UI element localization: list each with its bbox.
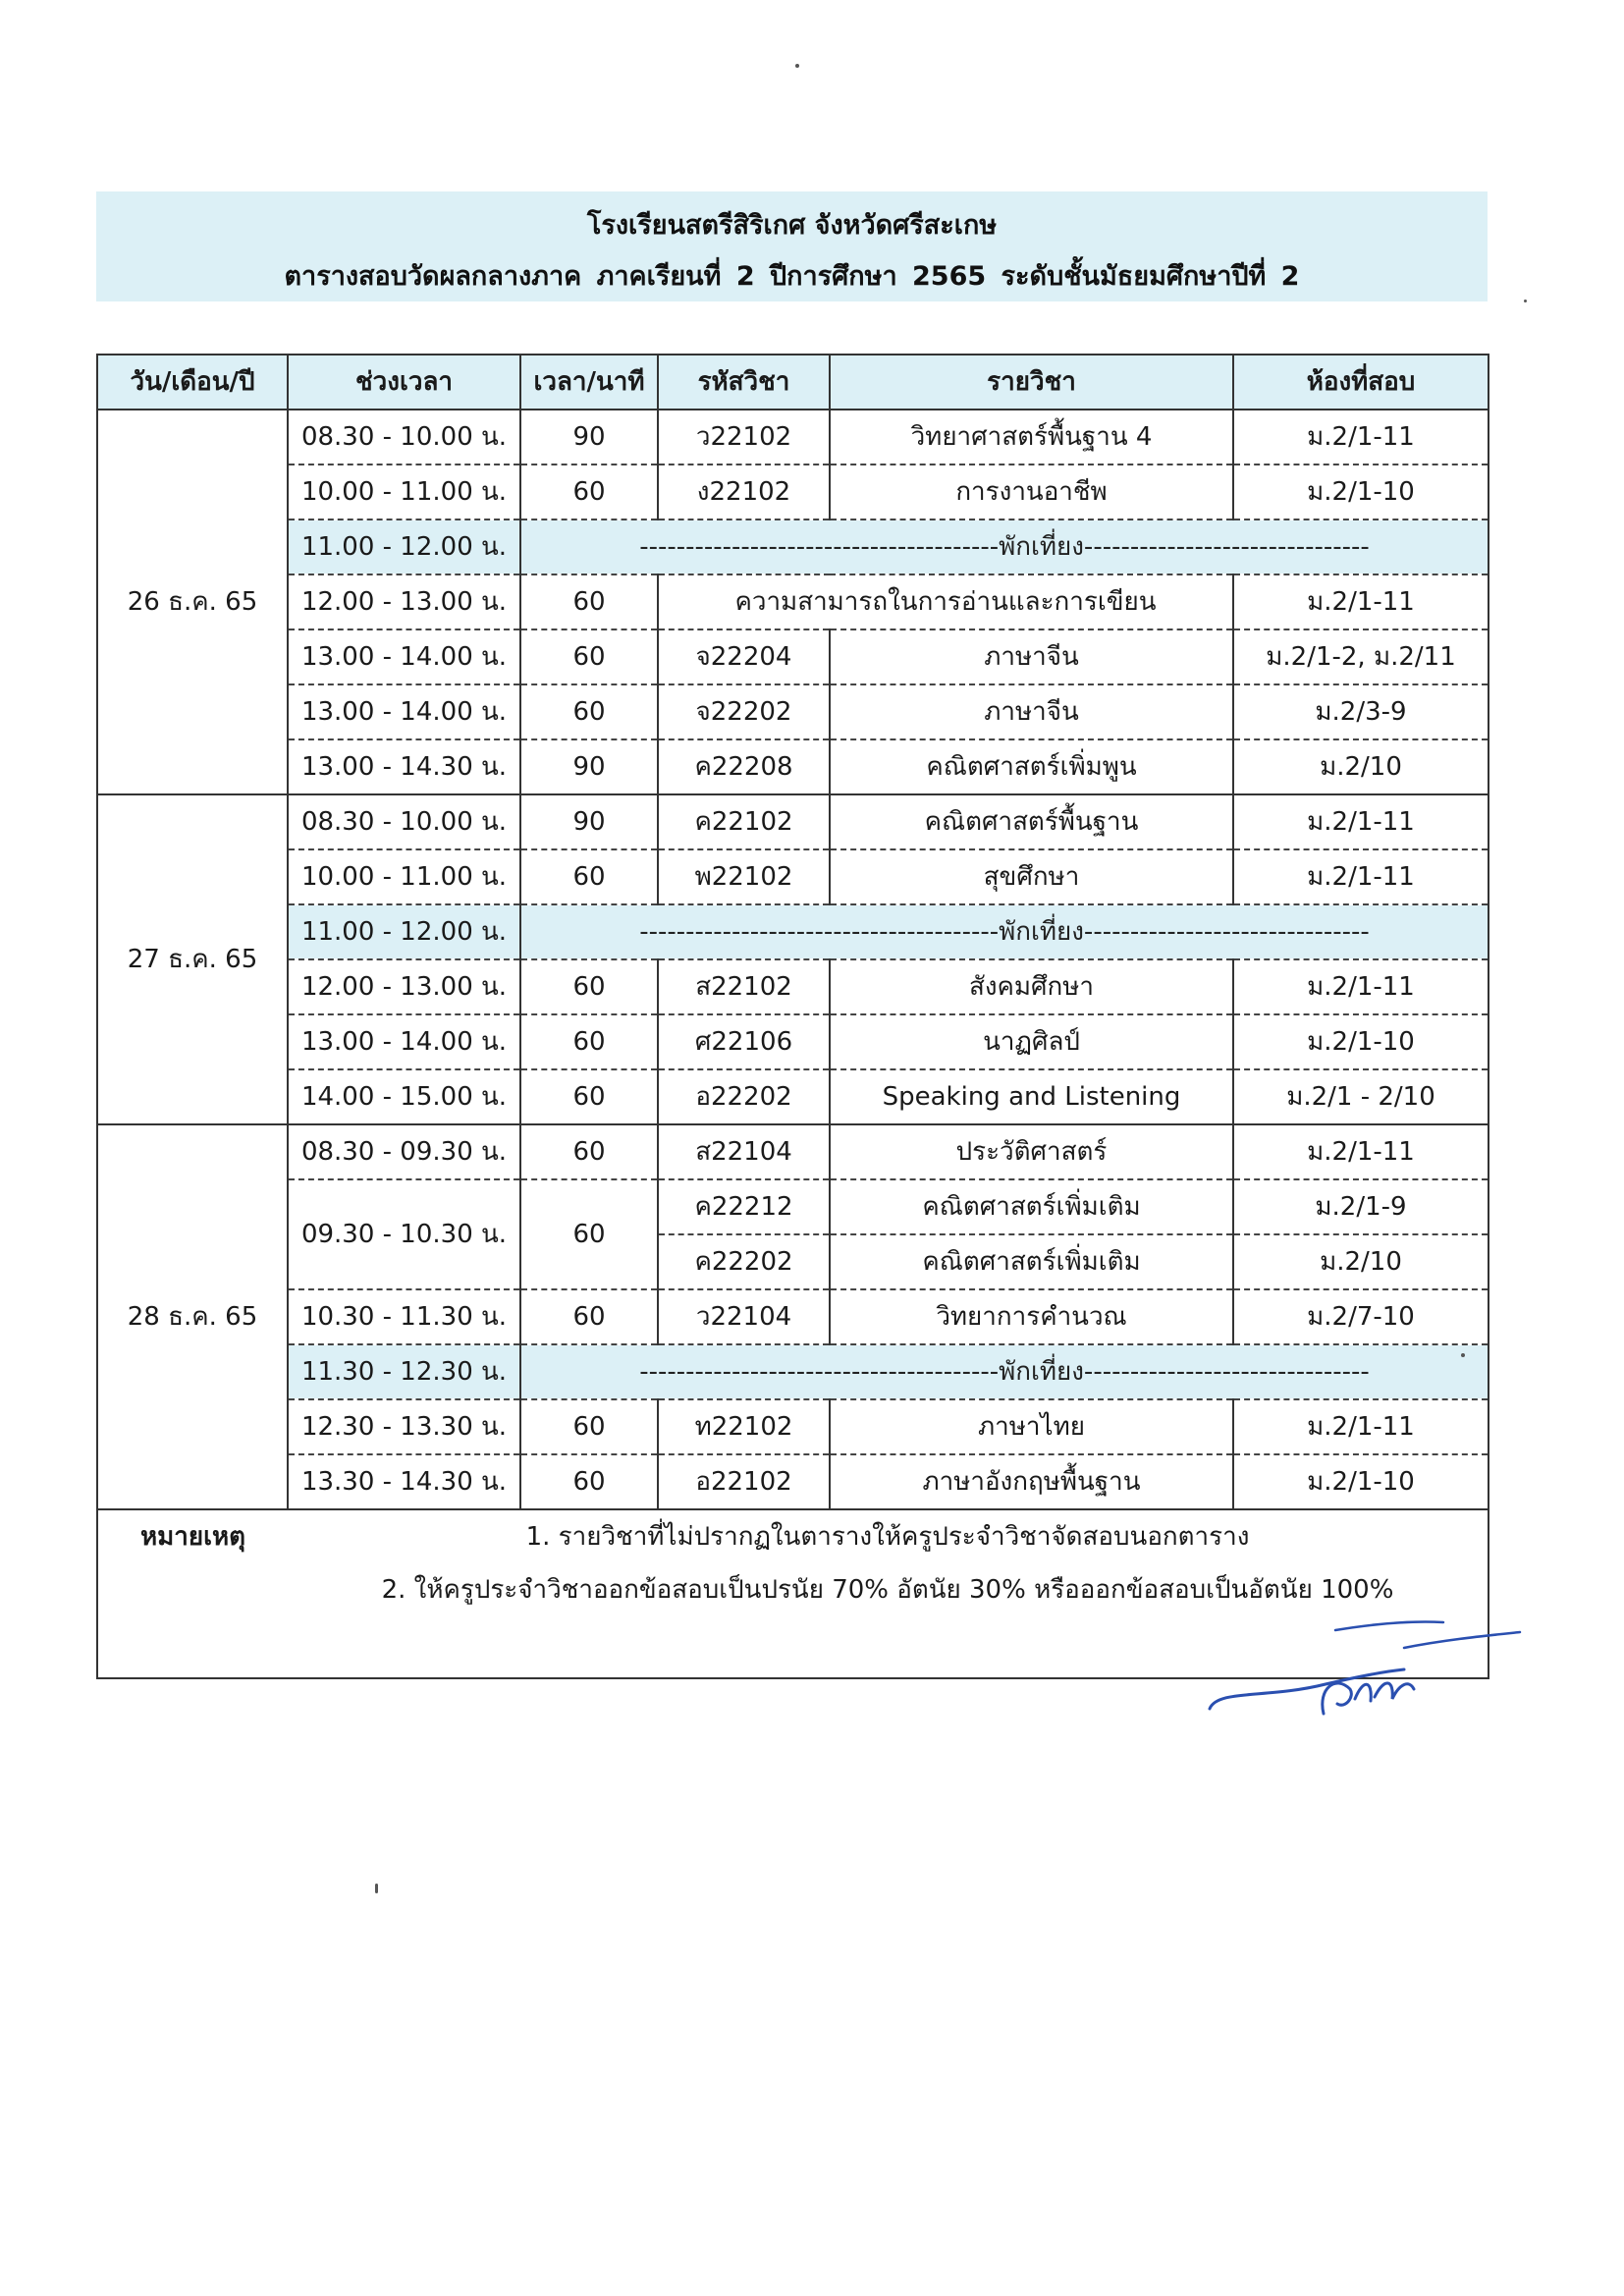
minutes-cell: 90 [520, 739, 658, 794]
code-cell: พ22102 [658, 849, 830, 904]
room-cell: ม.2/10 [1233, 739, 1489, 794]
minutes-cell: 60 [520, 959, 658, 1014]
code-cell: ค22202 [658, 1234, 830, 1289]
minutes-cell: 90 [520, 410, 658, 465]
room-cell: ม.2/1-11 [1233, 410, 1489, 465]
lunch-break-row [97, 1344, 1489, 1399]
table-row [97, 1454, 1489, 1509]
signature-stroke [1335, 1622, 1520, 1648]
signature-image [1208, 1620, 1522, 1748]
header-banner [96, 191, 1488, 301]
room-cell: ม.2/10 [1233, 1234, 1489, 1289]
time-cell: 13.00 - 14.00 น. [288, 1014, 520, 1069]
minutes-cell: 60 [520, 1179, 658, 1289]
col-header-minutes: เวลา/นาที [520, 355, 658, 410]
table-row [97, 739, 1489, 794]
time-cell: 14.00 - 15.00 น. [288, 1069, 520, 1124]
room-cell: ม.2/1-10 [1233, 1454, 1489, 1509]
table-row [97, 410, 1489, 465]
subject-cell: คณิตศาสตร์พื้นฐาน [830, 794, 1233, 849]
time-cell: 09.30 - 10.30 น. [288, 1179, 520, 1289]
time-cell: 08.30 - 09.30 น. [288, 1124, 520, 1179]
code-cell: อ22102 [658, 1454, 830, 1509]
minutes-cell: 60 [520, 465, 658, 519]
subject-cell: ภาษาจีน [830, 684, 1233, 739]
table-row [97, 574, 1489, 629]
minutes-cell: 60 [520, 1014, 658, 1069]
minutes-cell: 60 [520, 1399, 658, 1454]
time-cell: 10.30 - 11.30 น. [288, 1289, 520, 1344]
table-row [97, 684, 1489, 739]
code-cell: ค22212 [658, 1179, 830, 1234]
time-cell: 10.00 - 11.00 น. [288, 849, 520, 904]
scan-speck [795, 64, 799, 68]
room-cell: ม.2/1 - 2/10 [1233, 1069, 1489, 1124]
subject-cell: ความสามารถในการอ่านและการเขียน [658, 574, 1233, 629]
note-item: 1. รายวิชาที่ไม่ปรากฏในตารางให้ครูประจำวิชาจัดสอบนอกตาราง [525, 1522, 1250, 1552]
time-cell: 13.30 - 14.30 น. [288, 1454, 520, 1509]
table-row [97, 1289, 1489, 1344]
time-cell: 11.00 - 12.00 น. [288, 519, 520, 574]
date-cell: 28 ธ.ค. 65 [97, 1124, 288, 1509]
subject-cell: ภาษาอังกฤษพื้นฐาน [830, 1454, 1233, 1509]
code-cell: ค22208 [658, 739, 830, 794]
col-header-room: ห้องที่สอบ [1233, 355, 1489, 410]
code-cell: ว22104 [658, 1289, 830, 1344]
code-cell: ค22102 [658, 794, 830, 849]
time-cell: 12.00 - 13.00 น. [288, 574, 520, 629]
table-header-row [97, 355, 1489, 410]
subject-cell: วิทยาการคำนวณ [830, 1289, 1233, 1344]
time-cell: 13.00 - 14.00 น. [288, 684, 520, 739]
date-cell: 27 ธ.ค. 65 [97, 794, 288, 1124]
code-cell: อ22202 [658, 1069, 830, 1124]
code-cell: ง22102 [658, 465, 830, 519]
minutes-cell: 60 [520, 1124, 658, 1179]
table-row [97, 1069, 1489, 1124]
lunch-break-row [97, 519, 1489, 574]
table-row [97, 1124, 1489, 1179]
room-cell: ม.2/1-11 [1233, 574, 1489, 629]
time-cell: 10.00 - 11.00 น. [288, 465, 520, 519]
room-cell: ม.2/1-11 [1233, 959, 1489, 1014]
table-row [97, 849, 1489, 904]
subject-cell: สุขศึกษา [830, 849, 1233, 904]
code-cell: จ22204 [658, 629, 830, 684]
room-cell: ม.2/1-9 [1233, 1179, 1489, 1234]
subject-cell: วิทยาศาสตร์พื้นฐาน 4 [830, 410, 1233, 465]
lunch-break-label: ---------------------------------------พักเที่ยง------------------------------- [520, 904, 1489, 959]
time-cell: 13.00 - 14.30 น. [288, 739, 520, 794]
code-cell: ว22102 [658, 410, 830, 465]
room-cell: ม.2/1-11 [1233, 794, 1489, 849]
room-cell: ม.2/7-10 [1233, 1289, 1489, 1344]
room-cell: ม.2/1-11 [1233, 849, 1489, 904]
time-cell: 12.00 - 13.00 น. [288, 959, 520, 1014]
signature-stroke [1323, 1683, 1414, 1714]
room-cell: ม.2/1-11 [1233, 1399, 1489, 1454]
room-cell: ม.2/1-11 [1233, 1124, 1489, 1179]
subject-cell: คณิตศาสตร์เพิ่มพูน [830, 739, 1233, 794]
table-row [97, 794, 1489, 849]
table-row [97, 1014, 1489, 1069]
subject-cell: สังคมศึกษา [830, 959, 1233, 1014]
subject-cell: คณิตศาสตร์เพิ่มเติม [830, 1179, 1233, 1234]
col-header-subject: รายวิชา [830, 355, 1233, 410]
minutes-cell: 60 [520, 1454, 658, 1509]
col-header-date: วัน/เดือน/ปี [97, 355, 288, 410]
room-cell: ม.2/3-9 [1233, 684, 1489, 739]
date-cell: 26 ธ.ค. 65 [97, 410, 288, 794]
minutes-cell: 60 [520, 1289, 658, 1344]
time-cell: 08.30 - 10.00 น. [288, 410, 520, 465]
code-cell: จ22202 [658, 684, 830, 739]
col-header-code: รหัสวิชา [658, 355, 830, 410]
lunch-break-row [97, 904, 1489, 959]
lunch-break-label: ---------------------------------------พักเที่ยง------------------------------- [520, 519, 1489, 574]
room-cell: ม.2/1-10 [1233, 465, 1489, 519]
subject-cell: ประวัติศาสตร์ [830, 1124, 1233, 1179]
notes-label: หมายเหตุ [97, 1509, 288, 1678]
code-cell: ส22102 [658, 959, 830, 1014]
subject-cell: Speaking and Listening [830, 1069, 1233, 1124]
note-item: 2. ให้ครูประจำวิชาออกข้อสอบเป็นปรนัย 70% อัตนัย 30% หรือออกข้อสอบเป็นอัตนัย 100% [381, 1575, 1394, 1605]
subject-cell: คณิตศาสตร์เพิ่มเติม [830, 1234, 1233, 1289]
col-header-time: ช่วงเวลา [288, 355, 520, 410]
time-cell: 12.30 - 13.30 น. [288, 1399, 520, 1454]
subject-cell: การงานอาชีพ [830, 465, 1233, 519]
minutes-cell: 90 [520, 794, 658, 849]
subject-cell: ภาษาไทย [830, 1399, 1233, 1454]
minutes-cell: 60 [520, 574, 658, 629]
subject-cell: นาฏศิลป์ [830, 1014, 1233, 1069]
time-cell: 13.00 - 14.00 น. [288, 629, 520, 684]
signature-stroke [1210, 1669, 1404, 1709]
code-cell: ส22104 [658, 1124, 830, 1179]
minutes-cell: 60 [520, 684, 658, 739]
school-name: โรงเรียนสตรีสิริเกศ จังหวัดศรีสะเกษ [586, 210, 998, 241]
room-cell: ม.2/1-2, ม.2/11 [1233, 629, 1489, 684]
time-cell: 08.30 - 10.00 น. [288, 794, 520, 849]
lunch-break-label: ---------------------------------------พักเที่ยง------------------------------- [520, 1344, 1489, 1399]
table-row [97, 629, 1489, 684]
code-cell: ท22102 [658, 1399, 830, 1454]
table-row [97, 465, 1489, 519]
time-cell: 11.00 - 12.00 น. [288, 904, 520, 959]
room-cell: ม.2/1-10 [1233, 1014, 1489, 1069]
scan-speck [375, 1884, 378, 1893]
table-row [97, 1399, 1489, 1454]
table-row [97, 959, 1489, 1014]
time-cell: 11.30 - 12.30 น. [288, 1344, 520, 1399]
scan-speck [1461, 1353, 1465, 1357]
minutes-cell: 60 [520, 849, 658, 904]
minutes-cell: 60 [520, 1069, 658, 1124]
exam-schedule-table [96, 354, 1489, 1679]
minutes-cell: 60 [520, 629, 658, 684]
subject-cell: ภาษาจีน [830, 629, 1233, 684]
code-cell: ศ22106 [658, 1014, 830, 1069]
document-title: ตารางสอบวัดผลกลางภาค ภาคเรียนที่ 2 ปีการศึกษา 2565 ระดับชั้นมัธยมศึกษาปีที่ 2 [284, 261, 1300, 292]
scan-speck [1524, 300, 1527, 302]
table-row [97, 1179, 1489, 1234]
